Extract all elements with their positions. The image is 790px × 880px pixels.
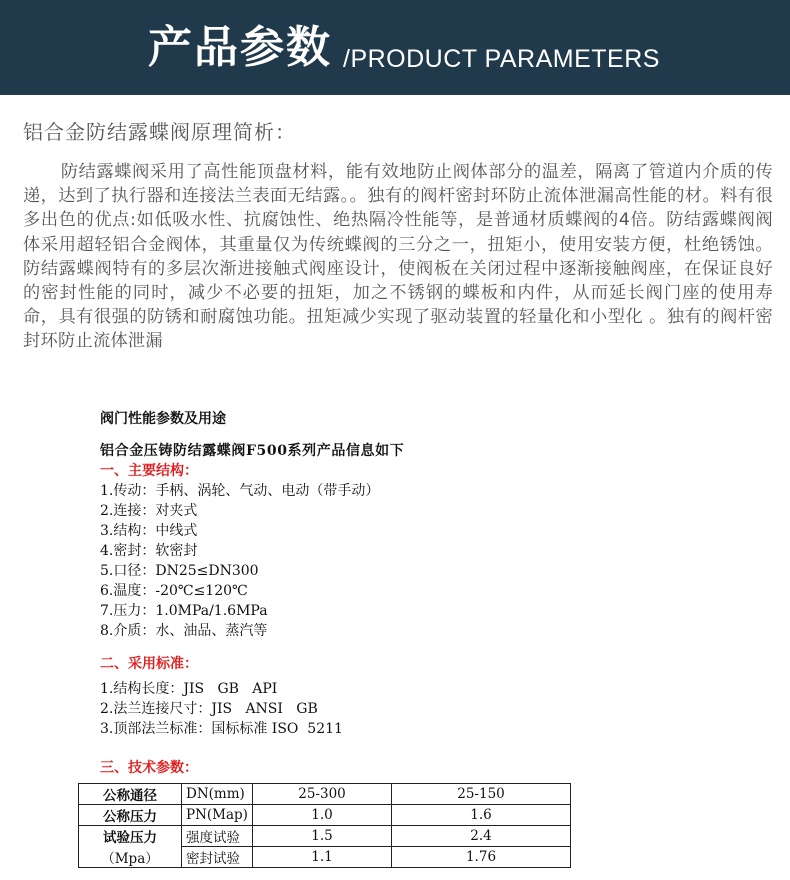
cell-value: 1.76 [392, 847, 571, 868]
structure-item: 3.结构：中线式 [100, 523, 198, 539]
row-label: 公称通径 [79, 784, 182, 805]
doc-heading-1: 阀门性能参数及用途 [100, 411, 226, 427]
table-row [79, 847, 571, 868]
row-unit: 强度试验 [182, 826, 253, 847]
structure-item: 1.传动：手柄、涡轮、气动、电动（带手动） [100, 483, 380, 499]
section-title-standards: 二、采用标准： [100, 656, 198, 672]
structure-item: 6.温度：-20℃≤120℃ [100, 583, 248, 599]
structure-item: 5.口径：DN25≤DN300 [100, 563, 259, 579]
section-title-technical: 三、技术参数： [100, 760, 198, 776]
structure-item: 2.连接：对夹式 [100, 503, 198, 519]
intro-body: 防结露蝶阀采用了高性能顶盘材料，能有效地防止阀体部分的温差，隔离了管道内介质的传递，达到了执行器和连接法兰表面无结露。。独有的阀杆密封环防止流体泄漏高性能的材。料有很多出色的优点:如低吸水性、抗腐蚀性、绝热隔冷性能等，是普通材质蝶阀的4倍。防结露蝶阀阀体采用超轻铝合金阀体，其重量仅为传统蝶阀的三分之一，扭矩小，使用安装方便，杜绝锈蚀。 防结露蝶阀特有的多层次渐进接触式阀座设计，使阀板在关闭过程中逐渐接触阀座，在保证良好的密封性能的同时，减少不必要的扭矩，加之不锈钢的蝶板和内件，从而延长阀门座的使用寿命，具有很强的防锈和耐腐蚀功能。扭矩减少实现了驱动装置的轻量化和小型化 。独有的阀杆密封环防止流体泄漏 [23, 162, 773, 352]
table-row [79, 784, 571, 805]
structure-item: 7.压力：1.0MPa/1.6MPa [100, 603, 268, 619]
standards-item: 3.顶部法兰标准：国标标准 ISO 5211 [100, 721, 343, 737]
cell-value: 1.5 [253, 826, 392, 847]
cell-value: 1.6 [392, 805, 571, 826]
row-label: 公称压力 [79, 805, 182, 826]
row-label: （Mpa） [79, 847, 182, 868]
banner-title-cn: 产品参数 [148, 22, 332, 73]
cell-value: 2.4 [392, 826, 571, 847]
cell-value: 25-150 [392, 784, 571, 805]
header-banner [0, 0, 790, 95]
table-row [79, 805, 571, 826]
standards-item: 1.结构长度：JIS GB API [100, 681, 278, 697]
cell-value: 1.0 [253, 805, 392, 826]
section-title-structure: 一、主要结构： [100, 463, 198, 479]
row-unit: 密封试验 [182, 847, 253, 868]
cell-value: 1.1 [253, 847, 392, 868]
table-row [79, 826, 571, 847]
intro-title: 铝合金防结露蝶阀原理简析： [23, 120, 296, 144]
row-unit: DN(mm) [182, 784, 253, 805]
doc-heading-2: 铝合金压铸防结露蝶阀F500系列产品信息如下 [100, 443, 405, 459]
cell-value: 25-300 [253, 784, 392, 805]
row-unit: PN(Map) [182, 805, 253, 826]
row-label: 试验压力 [79, 826, 182, 847]
technical-params-table [78, 783, 571, 868]
standards-item: 2.法兰连接尺寸：JIS ANSI GB [100, 701, 318, 717]
structure-item: 4.密封：软密封 [100, 543, 198, 559]
structure-item: 8.介质：水、油品、蒸汽等 [100, 623, 268, 639]
banner-title-en: /PRODUCT PARAMETERS [343, 45, 660, 73]
